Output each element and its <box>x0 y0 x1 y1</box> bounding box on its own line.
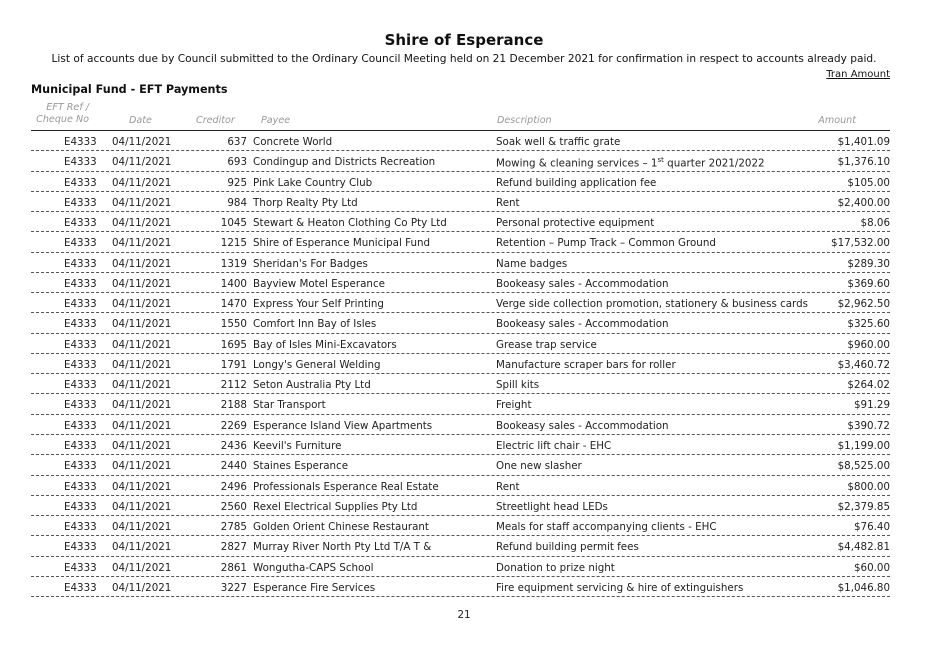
table-row <box>31 131 890 151</box>
cell-payee: Pink Lake Country Club <box>253 176 373 189</box>
cell-ref: E4333 <box>64 196 97 209</box>
cell-payee: Thorp Realty Pty Ltd <box>253 196 358 209</box>
table-row <box>31 232 890 252</box>
cell-date: 04/11/2021 <box>112 439 172 452</box>
cell-description: Donation to prize night <box>496 561 615 574</box>
cell-payee: Golden Orient Chinese Restaurant <box>253 521 429 534</box>
cell-creditor: 2440 <box>220 460 247 473</box>
cell-description: Meals for staff accompanying clients - EHC <box>496 521 717 534</box>
cell-creditor: 1550 <box>220 318 247 331</box>
column-header-payee: Payee <box>261 115 291 126</box>
table-row <box>31 273 890 293</box>
cell-ref: E4333 <box>64 399 97 412</box>
cell-description: Verge side collection promotion, stationery & business cards <box>496 298 809 311</box>
cell-amount: $17,532.00 <box>831 237 890 250</box>
cell-creditor: 1215 <box>220 237 247 250</box>
column-header-ref <box>32 102 89 126</box>
cell-payee: Bayview Motel Esperance <box>253 277 385 290</box>
cell-description: Mowing & cleaning services – 1st quarter 2021/2022 <box>496 156 765 170</box>
cell-payee: Bay of Isles Mini-Excavators <box>253 338 397 351</box>
cell-description: Manufacture scraper bars for roller <box>496 358 676 371</box>
cell-amount: $8.06 <box>860 217 890 230</box>
cell-ref: E4333 <box>64 581 97 594</box>
cell-amount: $289.30 <box>847 257 890 270</box>
cell-creditor: 1791 <box>220 358 247 371</box>
table-row <box>31 334 890 354</box>
cell-payee: Murray River North Pty Ltd T/A T & <box>253 541 432 554</box>
cell-payee: Professionals Esperance Real Estate <box>253 480 439 493</box>
cell-creditor: 1470 <box>220 298 247 311</box>
cell-amount: $2,962.50 <box>837 298 890 311</box>
cell-description: Spill kits <box>496 379 540 392</box>
cell-creditor: 637 <box>227 136 247 148</box>
cell-description: Bookeasy sales - Accommodation <box>496 318 669 331</box>
cell-amount: $60.00 <box>853 561 890 574</box>
cell-date: 04/11/2021 <box>112 399 172 412</box>
document-title: Shire of Esperance <box>384 31 544 49</box>
table-row <box>31 536 890 556</box>
cell-amount: $76.40 <box>853 521 890 534</box>
cell-creditor: 1400 <box>220 277 247 290</box>
fund-title: Municipal Fund - EFT Payments <box>31 83 228 96</box>
cell-date: 04/11/2021 <box>112 156 172 169</box>
cell-description: Electric lift chair - EHC <box>496 439 612 452</box>
cell-ref: E4333 <box>64 541 97 554</box>
cell-date: 04/11/2021 <box>112 318 172 331</box>
table-row <box>31 516 890 536</box>
cell-payee: Concrete World <box>253 136 333 148</box>
cell-payee: Wongutha-CAPS School <box>253 561 374 574</box>
cell-creditor: 2861 <box>220 561 247 574</box>
cell-amount: $2,400.00 <box>837 196 890 209</box>
cell-amount: $2,379.85 <box>837 500 890 513</box>
cell-date: 04/11/2021 <box>112 217 172 230</box>
table-row <box>31 293 890 313</box>
cell-creditor: 2112 <box>220 379 247 392</box>
cell-ref: E4333 <box>64 460 97 473</box>
cell-date: 04/11/2021 <box>112 298 172 311</box>
column-header-creditor: Creditor <box>196 115 235 126</box>
cell-date: 04/11/2021 <box>112 277 172 290</box>
table-row <box>31 192 890 212</box>
cell-creditor: 984 <box>227 196 247 209</box>
cell-description: Fire equipment servicing & hire of extinguishers <box>496 581 744 594</box>
table-row <box>31 394 890 414</box>
table-row <box>31 354 890 374</box>
cell-date: 04/11/2021 <box>112 581 172 594</box>
cell-date: 04/11/2021 <box>112 379 172 392</box>
cell-ref: E4333 <box>64 419 97 432</box>
cell-amount: $1,199.00 <box>837 439 890 452</box>
cell-date: 04/11/2021 <box>112 521 172 534</box>
cell-date: 04/11/2021 <box>112 196 172 209</box>
cell-date: 04/11/2021 <box>112 176 172 189</box>
cell-amount: $8,525.00 <box>837 460 890 473</box>
cell-amount: $325.60 <box>847 318 890 331</box>
table-row <box>31 496 890 516</box>
cell-amount: $960.00 <box>847 338 890 351</box>
cell-payee: Rexel Electrical Supplies Pty Ltd <box>253 500 418 513</box>
table-header <box>0 102 928 130</box>
cell-amount: $4,482.81 <box>837 541 890 554</box>
cell-creditor: 2188 <box>220 399 247 412</box>
cell-creditor: 925 <box>227 176 247 189</box>
cell-date: 04/11/2021 <box>112 480 172 493</box>
cell-payee: Stewart & Heaton Clothing Co Pty Ltd <box>253 217 447 230</box>
cell-ref: E4333 <box>64 217 97 230</box>
cell-description: Personal protective equipment <box>496 217 655 230</box>
cell-amount: $800.00 <box>847 480 890 493</box>
cell-creditor: 2436 <box>220 439 247 452</box>
table-row <box>31 455 890 475</box>
cell-ref: E4333 <box>64 500 97 513</box>
cell-payee: Keevil's Furniture <box>253 439 342 452</box>
cell-date: 04/11/2021 <box>112 136 172 148</box>
cell-creditor: 2496 <box>220 480 247 493</box>
cell-date: 04/11/2021 <box>112 500 172 513</box>
cell-ref: E4333 <box>64 379 97 392</box>
cell-payee: Staines Esperance <box>253 460 349 473</box>
table-row <box>31 172 890 192</box>
cell-description: Freight <box>496 399 532 412</box>
cell-creditor: 2560 <box>220 500 247 513</box>
cell-description: Bookeasy sales - Accommodation <box>496 419 669 432</box>
cell-date: 04/11/2021 <box>112 541 172 554</box>
payments-table <box>0 131 928 597</box>
cell-ref: E4333 <box>64 257 97 270</box>
cell-date: 04/11/2021 <box>112 561 172 574</box>
column-header-description: Description <box>497 115 552 126</box>
cell-ref: E4333 <box>64 176 97 189</box>
cell-ref: E4333 <box>64 521 97 534</box>
cell-payee: Longy's General Welding <box>253 358 381 371</box>
cell-amount: $3,460.72 <box>837 358 890 371</box>
cell-amount: $390.72 <box>847 419 890 432</box>
cell-date: 04/11/2021 <box>112 460 172 473</box>
cell-creditor: 1319 <box>220 257 247 270</box>
cell-description: Name badges <box>496 257 568 270</box>
cell-ref: E4333 <box>64 318 97 331</box>
cell-ref: E4333 <box>64 561 97 574</box>
cell-ref: E4333 <box>64 136 97 148</box>
cell-payee: Shire of Esperance Municipal Fund <box>253 237 431 250</box>
cell-ref: E4333 <box>64 237 97 250</box>
cell-description: Streetlight head LEDs <box>496 500 608 513</box>
cell-date: 04/11/2021 <box>112 257 172 270</box>
cell-creditor: 2785 <box>220 521 247 534</box>
table-row <box>31 212 890 232</box>
table-row <box>31 415 890 435</box>
column-header-ref-line1: EFT Ref / <box>46 102 89 113</box>
cell-amount: $1,046.80 <box>837 581 890 594</box>
cell-date: 04/11/2021 <box>112 338 172 351</box>
cell-payee: Sheridan's For Badges <box>253 257 368 270</box>
table-row <box>31 577 890 597</box>
table-row <box>31 374 890 394</box>
tran-amount-label: Tran Amount <box>826 69 890 80</box>
cell-ref: E4333 <box>64 480 97 493</box>
cell-date: 04/11/2021 <box>112 237 172 250</box>
table-row <box>31 476 890 496</box>
table-row <box>31 151 890 171</box>
cell-amount: $105.00 <box>847 176 890 189</box>
cell-description: Refund building application fee <box>496 176 657 189</box>
cell-creditor: 1045 <box>220 217 247 230</box>
table-row <box>31 435 890 455</box>
cell-amount: $1,376.10 <box>837 156 890 169</box>
cell-creditor: 693 <box>227 156 247 169</box>
cell-payee: Express Your Self Printing <box>253 298 384 311</box>
cell-description: Soak well & traffic grate <box>496 136 621 148</box>
cell-amount: $264.02 <box>847 379 890 392</box>
cell-payee: Esperance Island View Apartments <box>253 419 433 432</box>
cell-amount: $91.29 <box>853 399 890 412</box>
cell-date: 04/11/2021 <box>112 358 172 371</box>
cell-payee: Condingup and Districts Recreation <box>253 156 436 169</box>
table-row <box>31 557 890 577</box>
cell-ref: E4333 <box>64 298 97 311</box>
cell-ref: E4333 <box>64 439 97 452</box>
page-number: 21 <box>457 609 471 621</box>
column-header-amount: Amount <box>818 115 856 126</box>
cell-creditor: 2269 <box>220 419 247 432</box>
cell-description: Bookeasy sales - Accommodation <box>496 277 669 290</box>
cell-description: Rent <box>496 480 520 493</box>
cell-date: 04/11/2021 <box>112 419 172 432</box>
column-header-date: Date <box>129 115 152 126</box>
column-header-ref-line2: Cheque No <box>36 114 89 125</box>
cell-payee: Seton Australia Pty Ltd <box>253 379 371 392</box>
cell-amount: $369.60 <box>847 277 890 290</box>
cell-creditor: 3227 <box>220 581 247 594</box>
cell-description: Grease trap service <box>496 338 597 351</box>
cell-amount: $1,401.09 <box>837 136 890 148</box>
cell-ref: E4333 <box>64 277 97 290</box>
cell-payee: Comfort Inn Bay of Isles <box>253 318 377 331</box>
cell-description: Retention – Pump Track – Common Ground <box>496 237 716 250</box>
cell-ref: E4333 <box>64 338 97 351</box>
document-subtitle: List of accounts due by Council submitted to the Ordinary Council Meeting held on 21 December 2021 for confirmation in respect to accounts already paid. <box>51 53 877 65</box>
cell-description: One new slasher <box>496 460 582 473</box>
table-row <box>31 313 890 333</box>
cell-description: Rent <box>496 196 520 209</box>
cell-description: Refund building permit fees <box>496 541 639 554</box>
cell-creditor: 2827 <box>220 541 247 554</box>
cell-payee: Star Transport <box>253 399 326 412</box>
cell-creditor: 1695 <box>220 338 247 351</box>
table-row <box>31 253 890 273</box>
cell-ref: E4333 <box>64 358 97 371</box>
cell-payee: Esperance Fire Services <box>253 581 376 594</box>
cell-ref: E4333 <box>64 156 97 169</box>
